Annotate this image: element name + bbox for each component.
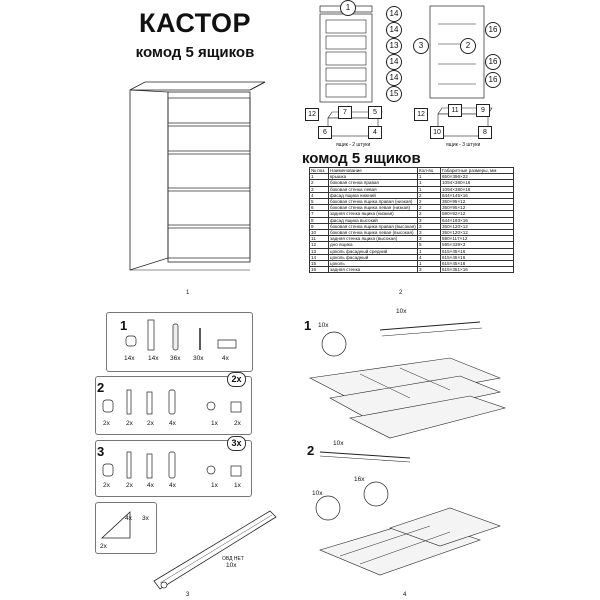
page-number-1: 1 (186, 290, 190, 296)
cell-qty: 1 (418, 248, 441, 254)
hw2-qty-a: 2x (103, 420, 110, 427)
assembly-qty-10x-b: 10x (396, 308, 407, 315)
cell-size: 615×351×16 (441, 267, 514, 273)
drawer-note-3: ящик - 3 штуки (446, 142, 481, 148)
drawer3-callout-11: 11 (448, 104, 462, 117)
cell-qty: 1 (418, 174, 441, 180)
hw2-qty-e: 1x (211, 420, 218, 427)
cell-size: 350×120×12 (441, 230, 514, 236)
callout-front-f: 15 (386, 86, 402, 102)
cell-name: боковая стенка левая (329, 186, 418, 192)
cell-size: 650×396×22 (441, 174, 514, 180)
cell-name: фасад ящика нижний (329, 192, 418, 198)
cell-name: цоколь фасадный средний (329, 248, 418, 254)
hw3-qty-a: 2x (103, 482, 110, 489)
hw4-qty-b: 2x (100, 543, 107, 550)
cell-pos: 7 (310, 211, 329, 217)
cell-name: фасад ящика высокий (329, 217, 418, 223)
cell-size: 350×95×12 (441, 199, 514, 205)
cell-size: 350×95×12 (441, 205, 514, 211)
cell-pos: 13 (310, 248, 329, 254)
cell-name: задняя стенка ящика (низкая) (329, 211, 418, 217)
cell-qty: 5 (418, 242, 441, 248)
cell-pos: 5 (310, 199, 329, 205)
cell-size: 615×45×16 (441, 261, 514, 267)
cell-pos: 8 (310, 217, 329, 223)
hw1-qty-d: 30x (193, 355, 204, 362)
cell-name: боковая стенка ящика правая (высокая) (330, 223, 416, 229)
cell-qty: 4 (418, 254, 441, 260)
col-header-name: Наименование (329, 168, 418, 174)
cell-qty: 3 (418, 217, 441, 223)
hw4-code: ОВД НЕТ (222, 556, 244, 562)
cell-size: 615×45×16 (441, 254, 514, 260)
drawer3-callout-10: 10 (430, 126, 444, 139)
hw3-qty-d: 4x (169, 482, 176, 489)
cell-pos: 10 (310, 230, 329, 236)
cell-name: боковая стенка ящика левая (высокая) (329, 230, 418, 236)
assembly-step1-illustration (300, 308, 510, 443)
hw2-step: 2 (97, 380, 105, 395)
parts-table (309, 167, 514, 273)
drawer-note-2: ящик - 2 штуки (336, 142, 371, 148)
assembly-step-2: 2 (307, 443, 315, 458)
hw3-qty-b: 2x (126, 482, 133, 489)
hw2-qty-d: 4x (169, 420, 176, 427)
hw2-qty-f: 2x (234, 420, 241, 427)
hw4-qty-d: 10x (226, 562, 237, 569)
drawer2-callout-12: 12 (305, 108, 319, 121)
callout-side-d: 16 (485, 72, 501, 88)
cell-name: дно ящика (329, 242, 418, 248)
cell-size: 350×120×12 (441, 223, 514, 229)
drawer3-callout-8: 8 (478, 126, 492, 139)
cell-size: 595×339×3 (441, 242, 514, 248)
page-number-4: 4 (403, 592, 407, 598)
cell-pos: 1 (310, 174, 329, 180)
hw3-qty-e: 1x (211, 482, 218, 489)
front-exploded-view (318, 2, 388, 102)
assembly-qty-10x-a: 10x (318, 322, 329, 329)
drawer2-callout-7: 7 (338, 106, 352, 119)
cell-pos: 6 (310, 205, 329, 211)
cell-size: 644×145×16 (441, 192, 514, 198)
cell-pos: 4 (310, 192, 329, 198)
hw3-parts-icons (97, 450, 247, 482)
hw1-qty-b: 14x (148, 355, 159, 362)
col-header-qty: Кол-во (418, 168, 441, 174)
col-header-pos: № поз. (310, 168, 329, 174)
cell-pos: 2 (310, 180, 329, 186)
cell-qty: 3 (418, 230, 441, 236)
cell-size: 590×117×12 (441, 236, 514, 242)
callout-1: 1 (340, 0, 356, 16)
cell-qty: 2 (418, 211, 441, 217)
hw2-qty-b: 2x (126, 420, 133, 427)
cell-qty: 2 (418, 192, 441, 198)
cell-qty: 3 (418, 236, 441, 242)
hw4-qty-a: 4x (125, 515, 132, 522)
product-subtitle: комод 5 ящиков (135, 44, 255, 61)
hw1-qty-a: 14x (124, 355, 135, 362)
drawer2-callout-4: 4 (368, 126, 382, 139)
cell-pos: 9 (310, 223, 329, 229)
hw2-parts-icons (97, 388, 247, 418)
callout-side-c: 16 (485, 54, 501, 70)
hw1-qty-c: 36x (170, 355, 181, 362)
drawer-rail-illustration (150, 505, 280, 595)
assembly-qty-10x-c: 10x (333, 440, 344, 447)
cell-pos: 14 (310, 254, 329, 260)
hw2-multiplier: 2x (227, 372, 246, 387)
cell-size: 1094×380×16 (441, 180, 514, 186)
cell-name: цоколь фасадный (329, 254, 418, 260)
cell-pos: 16 (310, 267, 329, 273)
page-number-2: 2 (399, 290, 403, 296)
cell-qty: 1 (418, 261, 441, 267)
cell-qty: 2 (418, 199, 441, 205)
drawer2-callout-5: 5 (368, 106, 382, 119)
cell-pos: 12 (310, 242, 329, 248)
cell-name: задняя стенка ящика (высокая) (329, 236, 418, 242)
hw1-qty-e: 4x (222, 355, 229, 362)
side-exploded-view (428, 4, 488, 104)
cell-qty: 3 (418, 223, 441, 229)
cell-size: 1094×380×16 (441, 186, 514, 192)
callout-3: 3 (413, 38, 429, 54)
cell-name: боковая стенка правая (329, 180, 418, 186)
hw3-step: 3 (97, 444, 105, 459)
drawer3-callout-9: 9 (476, 104, 490, 117)
cell-pos: 3 (310, 186, 329, 192)
page-number-3: 3 (186, 592, 190, 598)
drawer3-callout-12: 12 (414, 108, 428, 121)
assembly-step2-illustration (300, 440, 510, 595)
hw2-qty-c: 2x (147, 420, 154, 427)
hw3-multiplier: 3x (227, 436, 246, 451)
hw3-qty-c: 4x (147, 482, 154, 489)
hw1-step: 1 (120, 318, 128, 333)
callout-front-b: 14 (386, 22, 402, 38)
col-header-size: Габаритные размеры, мм (441, 168, 514, 174)
cell-name: цоколь (329, 261, 418, 267)
callout-side-a: 16 (485, 22, 501, 38)
cell-pos: 11 (310, 236, 329, 242)
hw4-bracket-icon (100, 508, 140, 542)
assembly-step-1: 1 (304, 318, 312, 333)
cell-size: 644×193×16 (441, 217, 514, 223)
callout-side-b: 2 (460, 38, 476, 54)
cell-qty: 3 (418, 267, 441, 273)
parts-table-title: комод 5 ящиков (302, 150, 421, 167)
assembly-qty-10x-d: 10x (312, 490, 323, 497)
assembly-qty-16x: 16x (354, 476, 365, 483)
cell-size: 615×45×16 (441, 248, 514, 254)
cell-pos: 15 (310, 261, 329, 267)
cell-qty: 2 (418, 205, 441, 211)
hw4-qty-c: 3x (142, 515, 149, 522)
callout-front-c: 13 (386, 38, 402, 54)
callout-front-a: 14 (386, 6, 402, 22)
callout-front-d: 14 (386, 54, 402, 70)
product-title: КАСТОР (139, 8, 251, 38)
dresser-illustration (120, 80, 270, 280)
cell-qty: 1 (418, 180, 441, 186)
cell-name: боковая стенка ящика левая (низкая) (329, 205, 418, 211)
cell-size: 590×92×12 (441, 211, 514, 217)
cell-name: крышка (329, 174, 418, 180)
hw1-parts-icons (120, 318, 240, 358)
callout-front-e: 14 (386, 70, 402, 86)
drawer2-callout-6: 6 (318, 126, 332, 139)
parts-table-row (310, 267, 514, 273)
cell-name: боковая стенка ящика правая (низкая) (329, 199, 418, 205)
cell-name: задняя стенка (329, 267, 418, 273)
hw3-qty-f: 1x (234, 482, 241, 489)
cell-qty: 1 (418, 186, 441, 192)
